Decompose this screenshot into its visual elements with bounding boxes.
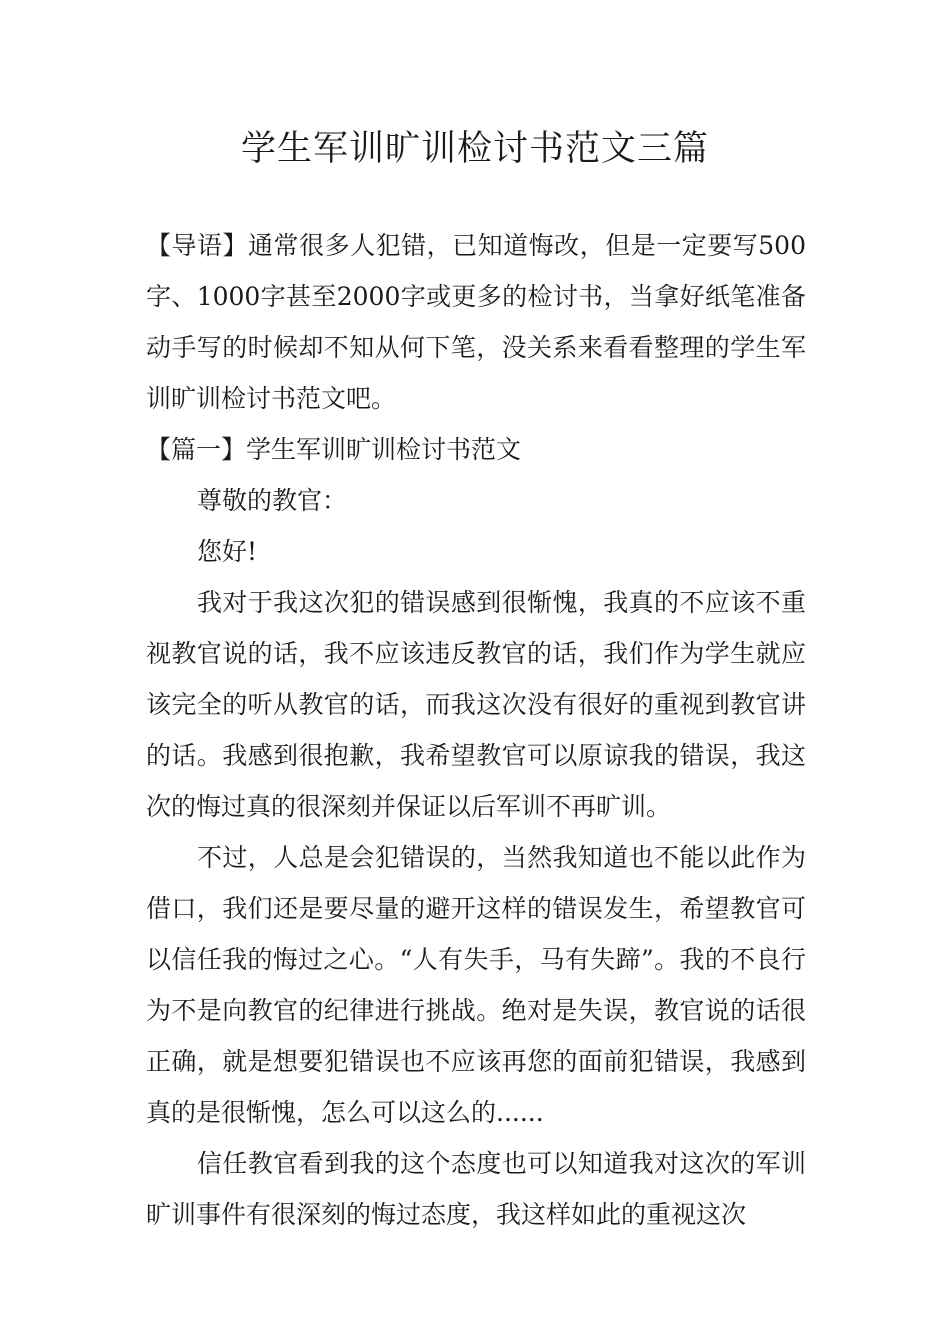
document-title: 学生军训旷训检讨书范文三篇 [240,129,709,169]
intro-paragraph: 【导语】通常很多人犯错，已知道悔改，但是一定要写500字、1000字甚至2000字或更多的检讨书，当拿好纸笔准备动手写的时候却不知从何下笔，没关系来看看整理的学生军训旷训检讨书范文吧。 [146,231,806,413]
document-body [146,220,806,1240]
body-paragraph: 不过，人总是会犯错误的，当然我知道也不能以此作为借口，我们还是要尽量的避开这样的错误发生，希望教官可以信任我的悔过之心。“人有失手，马有失蹄”。我的不良行为不是向教官的纪律进行挑战。绝对是失误，教官说的话很正确，就是想要犯错误也不应该再您的面前犯错误，我感到真的是很惭愧，怎么可以这么的...... [146,843,806,1127]
salutation: 尊敬的教官： [197,486,348,515]
greeting: 您好! [197,537,258,566]
body-paragraph: 我对于我这次犯的错误感到很惭愧，我真的不应该不重视教官说的话，我不应该违反教官的话，我们作为学生就应该完全的听从教官的话，而我这次没有很好的重视到教官讲的话。我感到很抱歉，我希望教官可以原谅我的错误，我这次的悔过真的很深刻并保证以后军训不再旷训。 [146,588,806,821]
section-heading: 【篇一】学生军训旷训检讨书范文 [146,435,522,464]
body-paragraph: 信任教官看到我的这个态度也可以知道我对这次的军训旷训事件有很深刻的悔过态度，我这样如此的重视这次 [146,1149,806,1229]
